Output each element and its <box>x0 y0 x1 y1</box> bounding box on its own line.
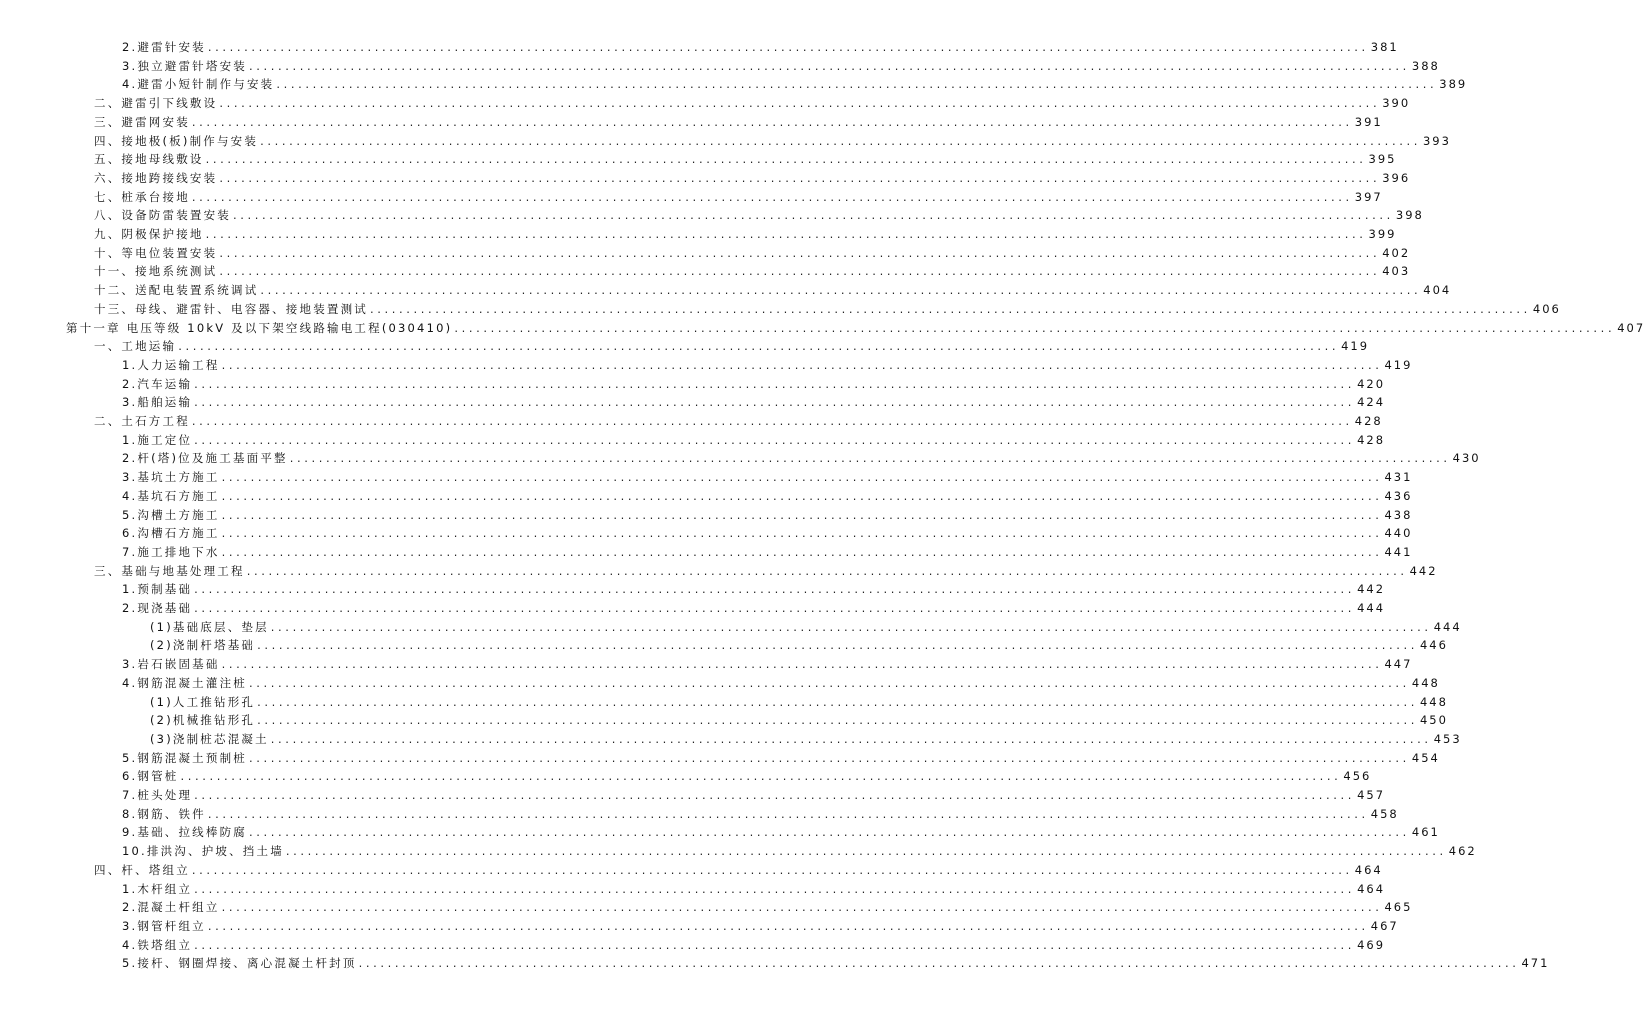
toc-entry <box>0 259 1411 279</box>
toc-entry <box>0 820 1440 840</box>
toc-dot-leader: ................................................................................................................................................................ <box>276 77 1438 92</box>
toc-entry-title: 9.基础、拉线棒防腐 <box>122 825 247 840</box>
toc-entry-page-number: 465 <box>1384 900 1413 915</box>
toc-dot-leader: ................................................................................................................................................................ <box>194 395 1356 410</box>
toc-dot-leader: ................................................................................................................................................................ <box>219 245 1381 260</box>
toc-entry-title: 5.接杆、钢圈焊接、离心混凝土杆封顶 <box>122 956 357 971</box>
toc-entry-page-number: 396 <box>1382 170 1411 185</box>
toc-entry-title: 3.钢管杆组立 <box>122 918 206 933</box>
toc-entry-page-number: 397 <box>1354 189 1383 204</box>
toc-entry <box>0 147 1397 167</box>
toc-entry <box>0 764 1372 784</box>
toc-entry <box>0 839 1477 859</box>
toc-dot-leader: ................................................................................................................................................................ <box>191 862 1353 877</box>
toc-dot-leader: ................................................................................................................................................................ <box>219 96 1381 111</box>
toc-dot-leader: ................................................................................................................................................................ <box>219 170 1381 185</box>
toc-dot-leader: ................................................................................................................................................................ <box>194 601 1356 615</box>
toc-entry <box>0 727 1462 746</box>
toc-entry <box>0 951 1550 971</box>
toc-entry <box>0 540 1413 559</box>
toc-entry-title: 7.桩头处理 <box>122 788 193 802</box>
toc-entry-title: 2.避雷针安装 <box>122 40 206 54</box>
toc-entry-page-number: 395 <box>1368 152 1397 167</box>
toc-entry-title: 3.岩石嵌固基础 <box>122 657 220 672</box>
toc-entry-title: 3.船舶运输 <box>122 395 193 410</box>
toc-dot-leader: ................................................................................................................................................................ <box>191 414 1353 428</box>
toc-entry <box>0 72 1468 92</box>
toc-entry-page-number: 467 <box>1370 918 1399 933</box>
toc-dot-leader: ................................................................................................................................................................ <box>221 507 1383 522</box>
toc-entry <box>0 185 1383 204</box>
toc-dot-leader: ................................................................................................................................................................ <box>260 283 1422 298</box>
toc-dot-leader: ................................................................................................................................................................ <box>221 900 1383 915</box>
toc-dot-leader: ................................................................................................................................................................ <box>221 357 1383 372</box>
toc-entry-title: 四、杆、塔组立 <box>94 862 190 877</box>
toc-entry-title: 5.沟槽土方施工 <box>122 507 220 522</box>
toc-entry <box>0 633 1448 653</box>
toc-entry-page-number: 399 <box>1368 227 1397 241</box>
toc-entry <box>0 559 1438 578</box>
toc-entry-title: 4.避雷小短针制作与安装 <box>122 77 275 92</box>
toc-entry-title: 5.钢筋混凝土预制桩 <box>122 750 247 765</box>
toc-dot-leader: ................................................................................................................................................................ <box>221 470 1383 485</box>
toc-entry-title: 7.施工排地下水 <box>122 544 220 559</box>
toc-entry-page-number: 404 <box>1423 283 1452 298</box>
toc-entry-title: 10.排洪沟、护坡、挡土墙 <box>122 844 284 859</box>
toc-entry <box>0 690 1448 709</box>
toc-entry <box>0 746 1440 765</box>
toc-entry-title: (2)机械推钻形孔 <box>150 713 256 728</box>
toc-dot-leader: ................................................................................................................................................................ <box>248 58 1410 73</box>
toc-dot-leader: ................................................................................................................................................................ <box>221 526 1383 541</box>
toc-entry-page-number: 457 <box>1357 788 1386 802</box>
toc-entry-page-number: 447 <box>1384 657 1413 672</box>
toc-entry-page-number: 448 <box>1419 694 1448 709</box>
toc-entry-page-number: 453 <box>1433 731 1462 746</box>
toc-entry-page-number: 454 <box>1411 750 1440 765</box>
toc-entry <box>0 91 1411 111</box>
toc-entry <box>0 783 1386 802</box>
toc-entry-page-number: 442 <box>1357 582 1386 597</box>
toc-entry-page-number: 458 <box>1370 806 1399 821</box>
toc-dot-leader: ................................................................................................................................................................ <box>248 675 1410 690</box>
toc-entry <box>0 671 1440 690</box>
toc-entry-page-number: 402 <box>1382 245 1411 260</box>
toc-dot-leader: ................................................................................................................................................................ <box>257 713 1418 728</box>
toc-entry <box>0 503 1413 522</box>
toc-entry-page-number: 431 <box>1384 470 1413 485</box>
toc-entry-title: 十一、接地系统测试 <box>94 264 218 279</box>
toc-entry-page-number: 446 <box>1419 638 1448 653</box>
toc-dot-leader: ................................................................................................................................................................ <box>270 619 1432 634</box>
toc-entry-title: 8.钢筋、铁件 <box>122 806 206 821</box>
toc-entry-page-number: 464 <box>1357 881 1386 896</box>
toc-entry-title: 十三、母线、避雷针、电容器、接地装置测试 <box>94 301 368 316</box>
toc-dot-leader: ................................................................................................................................................................ <box>194 376 1356 391</box>
toc-entry-title: 六、接地跨接线安装 <box>94 170 218 185</box>
toc-entry-page-number: 448 <box>1411 675 1440 690</box>
toc-entry <box>0 35 1399 54</box>
toc-entry-title: 二、避雷引下线敷设 <box>94 96 218 111</box>
toc-entry-page-number: 462 <box>1448 844 1477 859</box>
toc-entry <box>0 521 1413 541</box>
toc-entry-page-number: 388 <box>1411 58 1440 73</box>
toc-entry-page-number: 438 <box>1384 507 1413 522</box>
toc-entry <box>0 708 1448 728</box>
toc-entry-page-number: 469 <box>1357 937 1386 952</box>
toc-dot-leader: ................................................................................................................................................................ <box>358 956 1520 971</box>
toc-entry <box>0 446 1481 466</box>
toc-dot-leader: ................................................................................................................................................................ <box>207 40 1369 54</box>
toc-entry-page-number: 419 <box>1341 339 1370 354</box>
toc-entry <box>0 615 1462 634</box>
toc-entry-title: 五、接地母线敷设 <box>94 152 204 167</box>
toc-entry-title: 1.人力运输工程 <box>122 357 220 372</box>
toc-entry <box>0 129 1451 148</box>
toc-entry-page-number: 461 <box>1411 825 1440 840</box>
toc-entry-title: 1.预制基础 <box>122 582 193 597</box>
toc-dot-leader: ................................................................................................................................................................ <box>248 750 1410 765</box>
toc-entry <box>0 895 1413 915</box>
toc-entry-page-number: 393 <box>1422 133 1451 148</box>
toc-entry-title: 第十一章 电压等级 10kV 及以下架空线路输电工程(030410) <box>66 320 453 335</box>
toc-entry-title: 二、土石方工程 <box>94 414 190 428</box>
toc-entry-title: 2.汽车运输 <box>122 376 193 391</box>
toc-dot-leader: ................................................................................................................................................................ <box>454 320 1616 335</box>
toc-dot-leader: ................................................................................................................................................................ <box>270 731 1432 746</box>
toc-dot-leader: ................................................................................................................................................................ <box>207 806 1369 821</box>
toc-entry <box>0 353 1413 372</box>
toc-entry-title: 十二、送配电装置系统调试 <box>94 283 259 298</box>
toc-entry-page-number: 406 <box>1532 301 1561 316</box>
toc-entry <box>0 110 1383 129</box>
toc-dot-leader: ................................................................................................................................................................ <box>219 264 1381 279</box>
toc-dot-leader: ................................................................................................................................................................ <box>221 544 1383 559</box>
toc-dot-leader: ................................................................................................................................................................ <box>194 432 1356 447</box>
toc-entry-page-number: 407 <box>1617 320 1645 335</box>
toc-entry <box>0 914 1399 933</box>
toc-entry-page-number: 456 <box>1343 769 1372 784</box>
toc-dot-leader: ................................................................................................................................................................ <box>233 208 1394 223</box>
toc-entry <box>0 222 1397 241</box>
toc-entry-page-number: 419 <box>1384 357 1413 372</box>
toc-entry-page-number: 430 <box>1452 451 1481 466</box>
toc-dot-leader: ................................................................................................................................................................ <box>205 227 1367 241</box>
toc-entry <box>0 241 1411 260</box>
toc-entry-title: 3.基坑土方施工 <box>122 470 220 485</box>
toc-entry <box>0 877 1386 896</box>
toc-entry-page-number: 440 <box>1384 526 1413 541</box>
toc-entry-page-number: 471 <box>1521 956 1550 971</box>
toc-dot-leader: ................................................................................................................................................................ <box>221 657 1383 672</box>
toc-entry-title: 十、等电位装置安装 <box>94 245 218 260</box>
toc-dot-leader: ................................................................................................................................................................ <box>194 881 1356 896</box>
toc-entry <box>0 334 1370 354</box>
toc-dot-leader: ................................................................................................................................................................ <box>194 937 1356 952</box>
toc-entry <box>0 484 1413 503</box>
toc-entry-title: 七、桩承台接地 <box>94 189 190 204</box>
toc-entry-title: 2.混凝土杆组立 <box>122 900 220 915</box>
toc-entry <box>0 802 1399 821</box>
toc-entry <box>0 465 1413 485</box>
toc-entry-title: 4.钢筋混凝土灌注桩 <box>122 675 247 690</box>
toc-entry-title: 三、避雷网安装 <box>94 114 190 129</box>
toc-dot-leader: ................................................................................................................................................................ <box>178 339 1340 354</box>
toc-entry-title: 4.基坑石方施工 <box>122 488 220 503</box>
toc-dot-leader: ................................................................................................................................................................ <box>370 301 1531 316</box>
toc-dot-leader: ................................................................................................................................................................ <box>205 152 1367 167</box>
toc-entry <box>0 390 1386 410</box>
toc-entry-title: (1)人工推钻形孔 <box>150 694 256 709</box>
toc-entry-page-number: 442 <box>1409 563 1438 578</box>
toc-dot-leader: ................................................................................................................................................................ <box>246 563 1408 578</box>
toc-entry-page-number: 444 <box>1357 601 1386 615</box>
toc-entry <box>0 596 1386 615</box>
toc-entry-title: (3)浇制桩芯混凝土 <box>150 731 269 746</box>
toc-entry <box>0 278 1452 298</box>
toc-dot-leader: ................................................................................................................................................................ <box>191 189 1353 204</box>
toc-dot-leader: ................................................................................................................................................................ <box>180 769 1342 784</box>
toc-entry <box>0 203 1424 223</box>
toc-entry-title: 6.沟槽石方施工 <box>122 526 220 541</box>
toc-entry-title: 1.木杆组立 <box>122 881 193 896</box>
toc-entry <box>0 652 1413 672</box>
toc-entry-title: 6.钢管桩 <box>122 769 179 784</box>
toc-entry-title: 八、设备防雷装置安装 <box>94 208 231 223</box>
toc-entry-page-number: 420 <box>1357 376 1386 391</box>
toc-entry-page-number: 403 <box>1382 264 1411 279</box>
toc-dot-leader: ................................................................................................................................................................ <box>257 638 1418 653</box>
toc-entry <box>0 54 1440 73</box>
toc-entry <box>0 858 1383 877</box>
toc-entry-title: (2)浇制杆塔基础 <box>150 638 256 653</box>
toc-entry-title: 四、接地极(板)制作与安装 <box>94 133 259 148</box>
toc-dot-leader: ................................................................................................................................................................ <box>221 488 1383 503</box>
toc-entry-title: 2.现浇基础 <box>122 601 193 615</box>
toc-entry-title: 4.铁塔组立 <box>122 937 193 952</box>
toc-entry-page-number: 428 <box>1354 414 1383 428</box>
toc-entry-title: 一、工地运输 <box>94 339 177 354</box>
toc-dot-leader: ................................................................................................................................................................ <box>285 844 1447 859</box>
toc-dot-leader: ................................................................................................................................................................ <box>248 825 1410 840</box>
toc-entry-title: 2.杆(塔)位及施工基面平整 <box>122 451 288 466</box>
toc-entry-page-number: 391 <box>1354 114 1383 129</box>
toc-entry-page-number: 389 <box>1439 77 1468 92</box>
toc-entry-title: 3.独立避雷针塔安装 <box>122 58 247 73</box>
toc-entry <box>0 577 1386 597</box>
toc-entry-page-number: 390 <box>1382 96 1411 111</box>
toc-dot-leader: ................................................................................................................................................................ <box>194 788 1356 802</box>
toc-dot-leader: ................................................................................................................................................................ <box>260 133 1421 148</box>
toc-entry-title: (1)基础底层、垫层 <box>150 619 269 634</box>
toc-entry-page-number: 398 <box>1395 208 1424 223</box>
toc-entry-page-number: 424 <box>1357 395 1386 410</box>
toc-entry-page-number: 450 <box>1419 713 1448 728</box>
toc-entry <box>0 372 1386 391</box>
toc-entry <box>0 428 1386 447</box>
toc-dot-leader: ................................................................................................................................................................ <box>194 582 1356 597</box>
toc-entry-page-number: 428 <box>1357 432 1386 447</box>
toc-entry-page-number: 441 <box>1384 544 1413 559</box>
toc-dot-leader: ................................................................................................................................................................ <box>289 451 1451 466</box>
toc-entry-title: 三、基础与地基处理工程 <box>94 563 245 578</box>
toc-entry <box>0 316 1645 335</box>
toc-entry-page-number: 464 <box>1354 862 1383 877</box>
toc-entry-page-number: 436 <box>1384 488 1413 503</box>
toc-entry-title: 1.施工定位 <box>122 432 193 447</box>
toc-entry-page-number: 444 <box>1433 619 1462 634</box>
toc-entry <box>0 166 1411 185</box>
toc-entry-page-number: 381 <box>1370 40 1399 54</box>
toc-entry <box>0 933 1386 952</box>
toc-dot-leader: ................................................................................................................................................................ <box>257 694 1418 709</box>
toc-entry <box>0 297 1561 316</box>
toc-entry <box>0 409 1383 428</box>
toc-dot-leader: ................................................................................................................................................................ <box>207 918 1369 933</box>
toc-dot-leader: ................................................................................................................................................................ <box>191 114 1353 129</box>
toc-entry-title: 九、阴极保护接地 <box>94 227 204 241</box>
